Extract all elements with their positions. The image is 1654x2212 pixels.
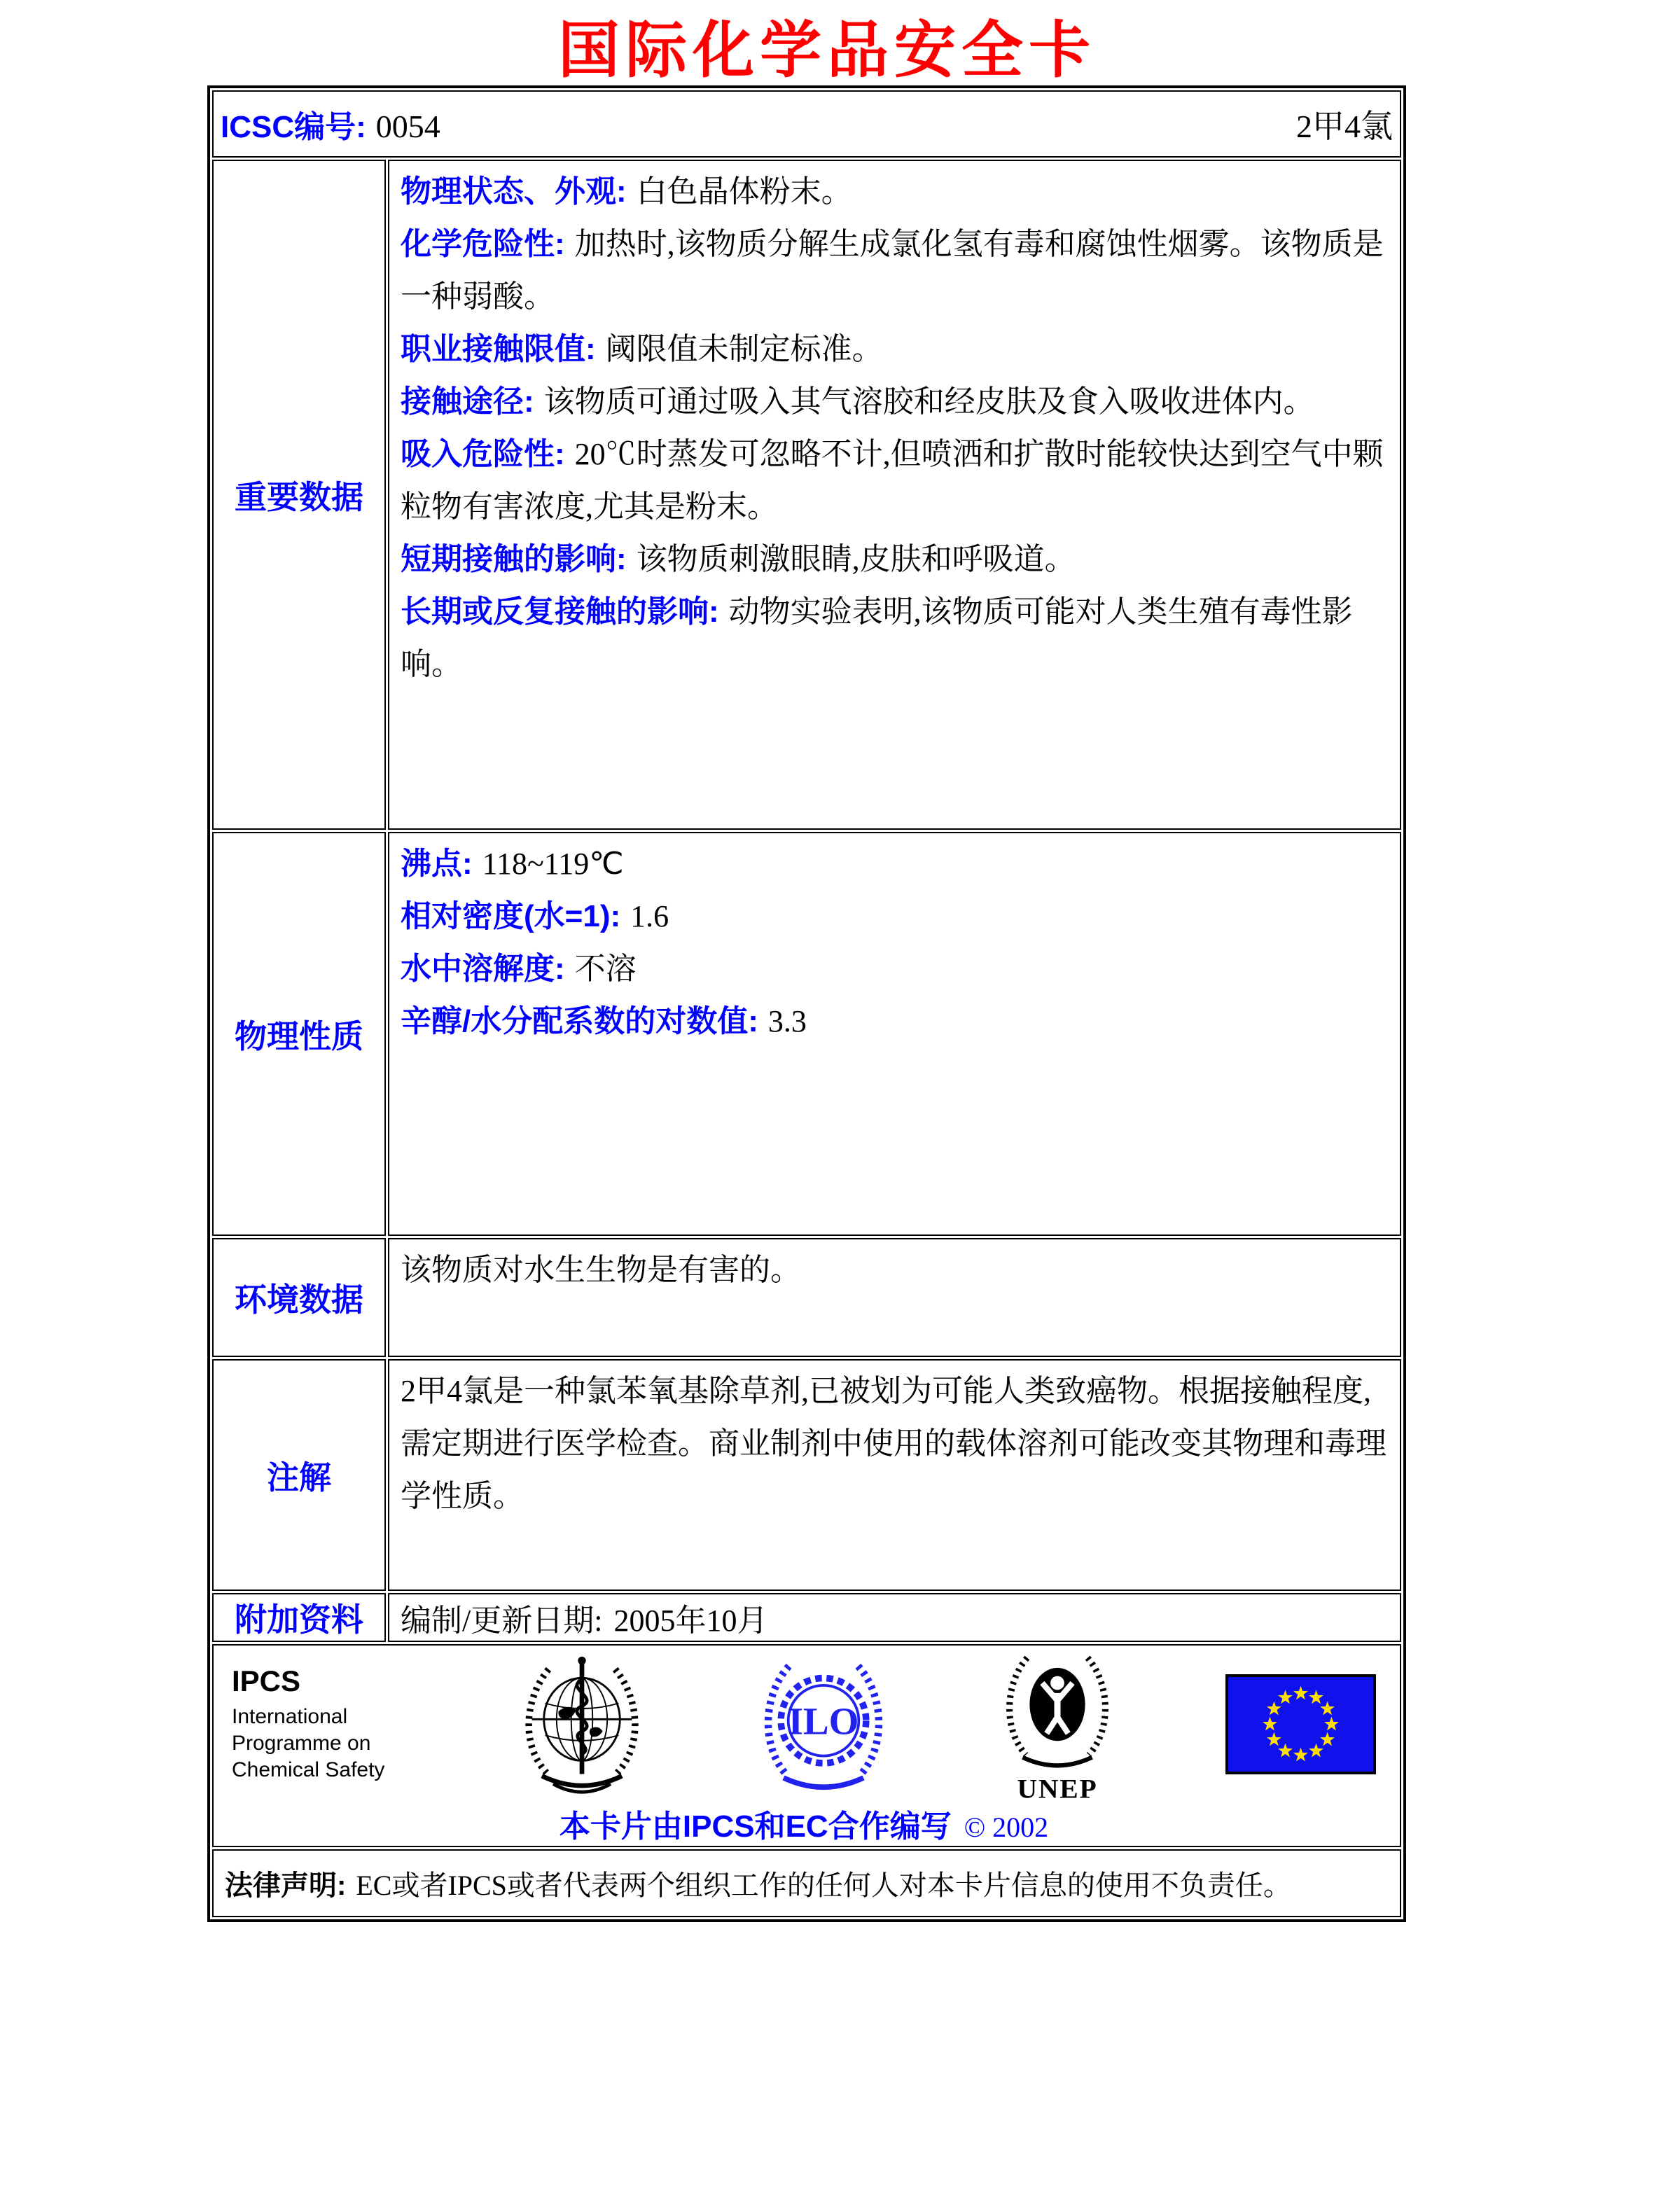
ilo-logo-icon: [757, 1654, 890, 1794]
important-item-6: [401, 585, 1390, 690]
item-text: 该物质刺激眼睛,皮肤和呼吸道。: [636, 542, 1076, 576]
logo-strip: [232, 1650, 1376, 1802]
important-data-content: [388, 160, 1401, 830]
item-text: 加热时,该物质分解生成氯化氢有毒和腐蚀性烟雾。该物质是一种弱酸。: [401, 227, 1384, 314]
icsc-card-table: [207, 85, 1406, 1922]
physical-item-0: [401, 837, 1390, 890]
ipcs-subtitle-line: International: [232, 1705, 348, 1728]
update-date-label: 编制/更新日期:: [401, 1604, 603, 1638]
header-row: [212, 90, 1401, 158]
physical-properties-content: [388, 832, 1401, 1236]
additional-info-content: [388, 1593, 1401, 1642]
footer-caption-row: [232, 1801, 1376, 1846]
important-item-3: [401, 375, 1390, 428]
item-text: 阈限值未制定标准。: [605, 332, 883, 366]
footer-caption: 本卡片由IPCS和EC合作编写: [559, 1809, 952, 1844]
item-label: 职业接触限值:: [401, 332, 596, 366]
item-label: 辛醇/水分配系数的对数值:: [401, 1004, 758, 1038]
row-label-additional-info: 附加资料: [212, 1593, 386, 1642]
item-text: 不溶: [574, 952, 637, 986]
additional-info-row: [212, 1593, 1401, 1642]
footer-copyright: © 2002: [964, 1811, 1049, 1843]
item-text: 动物实验表明,该物质可能对人类生殖有毒性影响。: [401, 594, 1353, 681]
legal-row: [212, 1849, 1401, 1917]
item-label: 物理状态、外观:: [401, 174, 627, 209]
item-label: 水中溶解度:: [401, 952, 565, 986]
logos-cell: [212, 1644, 1401, 1847]
item-label: 沸点:: [401, 847, 473, 881]
ipcs-subtitle-line: Programme on: [232, 1732, 371, 1755]
row-label-important-data: 重要数据: [212, 160, 386, 830]
item-text: 118~119℃: [482, 847, 624, 881]
physical-item-2: [401, 942, 1390, 995]
ilo-letters: ILO: [787, 1699, 859, 1743]
item-label: 吸入危险性:: [401, 437, 565, 471]
environmental-data-row: [212, 1238, 1401, 1357]
physical-item-3: [401, 995, 1390, 1048]
legal-text: EC或者IPCS或者代表两个组织工作的任何人对本卡片信息的使用不负责任。: [356, 1870, 1291, 1901]
row-label-notes: 注解: [212, 1359, 386, 1591]
ipcs-title: IPCS: [232, 1664, 301, 1697]
notes-content: 2甲4氯是一种氯苯氧基除草剂,已被划为可能人类致癌物。根据接触程度,需定期进行医学检查。商业制剂中使用的载体溶剂可能改变其物理和毒理学性质。: [388, 1359, 1401, 1591]
page-title: 国际化学品安全卡: [557, 15, 1096, 85]
environmental-data-content: 该物质对水生生物是有害的。: [388, 1238, 1401, 1357]
physical-item-1: [401, 890, 1390, 942]
icsc-number-group: [221, 102, 440, 146]
unep-logo-icon: [994, 1646, 1120, 1802]
legal-label: 法律声明:: [225, 1870, 347, 1901]
row-label-environmental-data: 环境数据: [212, 1238, 386, 1357]
physical-properties-row: [212, 832, 1401, 1236]
eu-flag-icon: [1225, 1674, 1376, 1774]
item-text: 白色晶体粉末。: [636, 174, 852, 209]
icsc-number-label: ICSC编号:: [221, 110, 366, 144]
update-date-value: 2005年10月: [613, 1604, 768, 1638]
header-flex: [221, 101, 1393, 147]
icsc-number-value: 0054: [375, 109, 440, 144]
important-item-0: [401, 165, 1390, 218]
item-label: 长期或反复接触的影响:: [401, 594, 719, 629]
important-item-4: [401, 428, 1390, 533]
item-label: 相对密度(水=1):: [401, 899, 621, 933]
item-text: 3.3: [767, 1004, 807, 1038]
important-data-row: [212, 160, 1401, 830]
item-label: 化学危险性:: [401, 227, 565, 261]
ipcs-subtitle-line: Chemical Safety: [232, 1758, 385, 1781]
unep-letters: UNEP: [1017, 1773, 1098, 1802]
header-cell: [212, 90, 1401, 158]
important-item-1: [401, 218, 1390, 323]
item-text: 1.6: [630, 899, 669, 933]
legal-cell: [212, 1849, 1401, 1917]
item-text: 20℃时蒸发可忽略不计,但喷洒和扩散时能较快达到空气中颗粒物有害浓度,尤其是粉末。: [401, 437, 1384, 524]
notes-row: [212, 1359, 1401, 1591]
item-label: 短期接触的影响:: [401, 542, 627, 576]
important-item-5: [401, 533, 1390, 585]
logos-row: [212, 1644, 1401, 1847]
who-logo-icon: [512, 1653, 652, 1796]
item-text: 该物质可通过吸入其气溶胶和经皮肤及食入吸收进体内。: [543, 384, 1314, 419]
chemical-name: 2甲4氯: [1296, 109, 1393, 144]
important-item-2: [401, 323, 1390, 375]
ipcs-text-block: [232, 1664, 407, 1783]
row-label-physical-properties: 物理性质: [212, 832, 386, 1236]
item-label: 接触途径:: [401, 384, 534, 419]
